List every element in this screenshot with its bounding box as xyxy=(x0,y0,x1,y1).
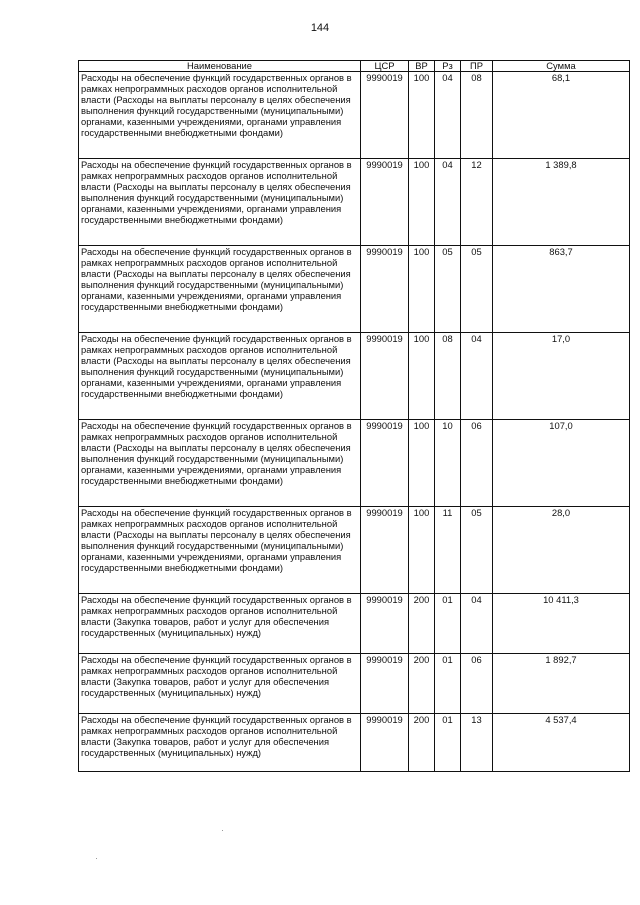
table-row xyxy=(79,714,630,772)
cell-sum: 28,0 xyxy=(493,507,630,594)
table-row xyxy=(79,420,630,507)
cell-rz: 05 xyxy=(435,246,461,333)
cell-rz: 08 xyxy=(435,333,461,420)
cell-sum: 863,7 xyxy=(493,246,630,333)
table-row xyxy=(79,333,630,420)
table-row xyxy=(79,507,630,594)
cell-vr: 200 xyxy=(409,594,435,654)
cell-sum: 17,0 xyxy=(493,333,630,420)
table-row xyxy=(79,594,630,654)
cell-sum: 10 411,3 xyxy=(493,594,630,654)
cell-pr: 04 xyxy=(461,333,493,420)
table-row xyxy=(79,246,630,333)
cell-rz: 01 xyxy=(435,714,461,772)
cell-csr: 9990019 xyxy=(361,420,409,507)
cell-csr: 9990019 xyxy=(361,159,409,246)
cell-sum: 1 389,8 xyxy=(493,159,630,246)
cell-pr: 04 xyxy=(461,594,493,654)
cell-rz: 01 xyxy=(435,594,461,654)
table-header-row xyxy=(79,61,630,72)
cell-vr: 100 xyxy=(409,333,435,420)
cell-vr: 100 xyxy=(409,420,435,507)
header-name: Наименование xyxy=(79,61,361,72)
cell-pr: 06 xyxy=(461,420,493,507)
cell-csr: 9990019 xyxy=(361,246,409,333)
cell-name: Расходы на обеспечение функций государственных органов в рамках непрограммных расходов органов исполнительной власти (Закупка товаров, работ и услуг для обеспечения государственных (муниципальных) нужд) xyxy=(79,654,361,714)
cell-name: Расходы на обеспечение функций государственных органов в рамках непрограммных расходов органов исполнительной власти (Расходы на выплаты персоналу в целях обеспечения выполнения функций государственными (муниципальными) органами, казенными учреждениями, органами управления государственными внебюджетными фондами) xyxy=(79,159,361,246)
cell-pr: 05 xyxy=(461,507,493,594)
page-number: 144 xyxy=(310,22,330,34)
cell-sum: 107,0 xyxy=(493,420,630,507)
table-row xyxy=(79,654,630,714)
cell-csr: 9990019 xyxy=(361,72,409,159)
cell-name: Расходы на обеспечение функций государственных органов в рамках непрограммных расходов органов исполнительной власти (Расходы на выплаты персоналу в целях обеспечения выполнения функций государственными (муниципальными) органами, казенными учреждениями, органами управления государственными внебюджетными фондами) xyxy=(79,507,361,594)
cell-csr: 9990019 xyxy=(361,654,409,714)
table-row xyxy=(79,72,630,159)
cell-rz: 04 xyxy=(435,159,461,246)
header-vr: ВР xyxy=(409,61,435,72)
budget-table xyxy=(78,60,630,772)
cell-vr: 200 xyxy=(409,714,435,772)
table-row xyxy=(79,159,630,246)
cell-vr: 200 xyxy=(409,654,435,714)
cell-pr: 08 xyxy=(461,72,493,159)
cell-pr: 13 xyxy=(461,714,493,772)
header-sum: Сумма xyxy=(493,61,630,72)
cell-sum: 4 537,4 xyxy=(493,714,630,772)
cell-vr: 100 xyxy=(409,507,435,594)
cell-vr: 100 xyxy=(409,159,435,246)
cell-csr: 9990019 xyxy=(361,333,409,420)
header-rz: Рз xyxy=(435,61,461,72)
cell-csr: 9990019 xyxy=(361,507,409,594)
header-pr: ПР xyxy=(461,61,493,72)
cell-pr: 05 xyxy=(461,246,493,333)
cell-sum: 1 892,7 xyxy=(493,654,630,714)
cell-name: Расходы на обеспечение функций государственных органов в рамках непрограммных расходов органов исполнительной власти (Расходы на выплаты персоналу в целях обеспечения выполнения функций государственными (муниципальными) органами, казенными учреждениями, органами управления государственными внебюджетными фондами) xyxy=(79,333,361,420)
cell-name: Расходы на обеспечение функций государственных органов в рамках непрограммных расходов органов исполнительной власти (Закупка товаров, работ и услуг для обеспечения государственных (муниципальных) нужд) xyxy=(79,714,361,772)
cell-name: Расходы на обеспечение функций государственных органов в рамках непрограммных расходов органов исполнительной власти (Расходы на выплаты персоналу в целях обеспечения выполнения функций государственными (муниципальными) органами, казенными учреждениями, органами управления государственными внебюджетными фондами) xyxy=(79,420,361,507)
cell-rz: 04 xyxy=(435,72,461,159)
cell-rz: 10 xyxy=(435,420,461,507)
cell-csr: 9990019 xyxy=(361,594,409,654)
scan-speck xyxy=(96,858,97,859)
cell-rz: 01 xyxy=(435,654,461,714)
cell-name: Расходы на обеспечение функций государственных органов в рамках непрограммных расходов органов исполнительной власти (Закупка товаров, работ и услуг для обеспечения государственных (муниципальных) нужд) xyxy=(79,594,361,654)
cell-sum: 68,1 xyxy=(493,72,630,159)
cell-csr: 9990019 xyxy=(361,714,409,772)
cell-rz: 11 xyxy=(435,507,461,594)
cell-pr: 06 xyxy=(461,654,493,714)
scan-speck xyxy=(222,830,223,831)
cell-pr: 12 xyxy=(461,159,493,246)
cell-vr: 100 xyxy=(409,246,435,333)
header-csr: ЦСР xyxy=(361,61,409,72)
cell-vr: 100 xyxy=(409,72,435,159)
cell-name: Расходы на обеспечение функций государственных органов в рамках непрограммных расходов органов исполнительной власти (Расходы на выплаты персоналу в целях обеспечения выполнения функций государственными (муниципальными) органами, казенными учреждениями, органами управления государственными внебюджетными фондами) xyxy=(79,246,361,333)
cell-name: Расходы на обеспечение функций государственных органов в рамках непрограммных расходов органов исполнительной власти (Расходы на выплаты персоналу в целях обеспечения выполнения функций государственными (муниципальными) органами, казенными учреждениями, органами управления государственными внебюджетными фондами) xyxy=(79,72,361,159)
